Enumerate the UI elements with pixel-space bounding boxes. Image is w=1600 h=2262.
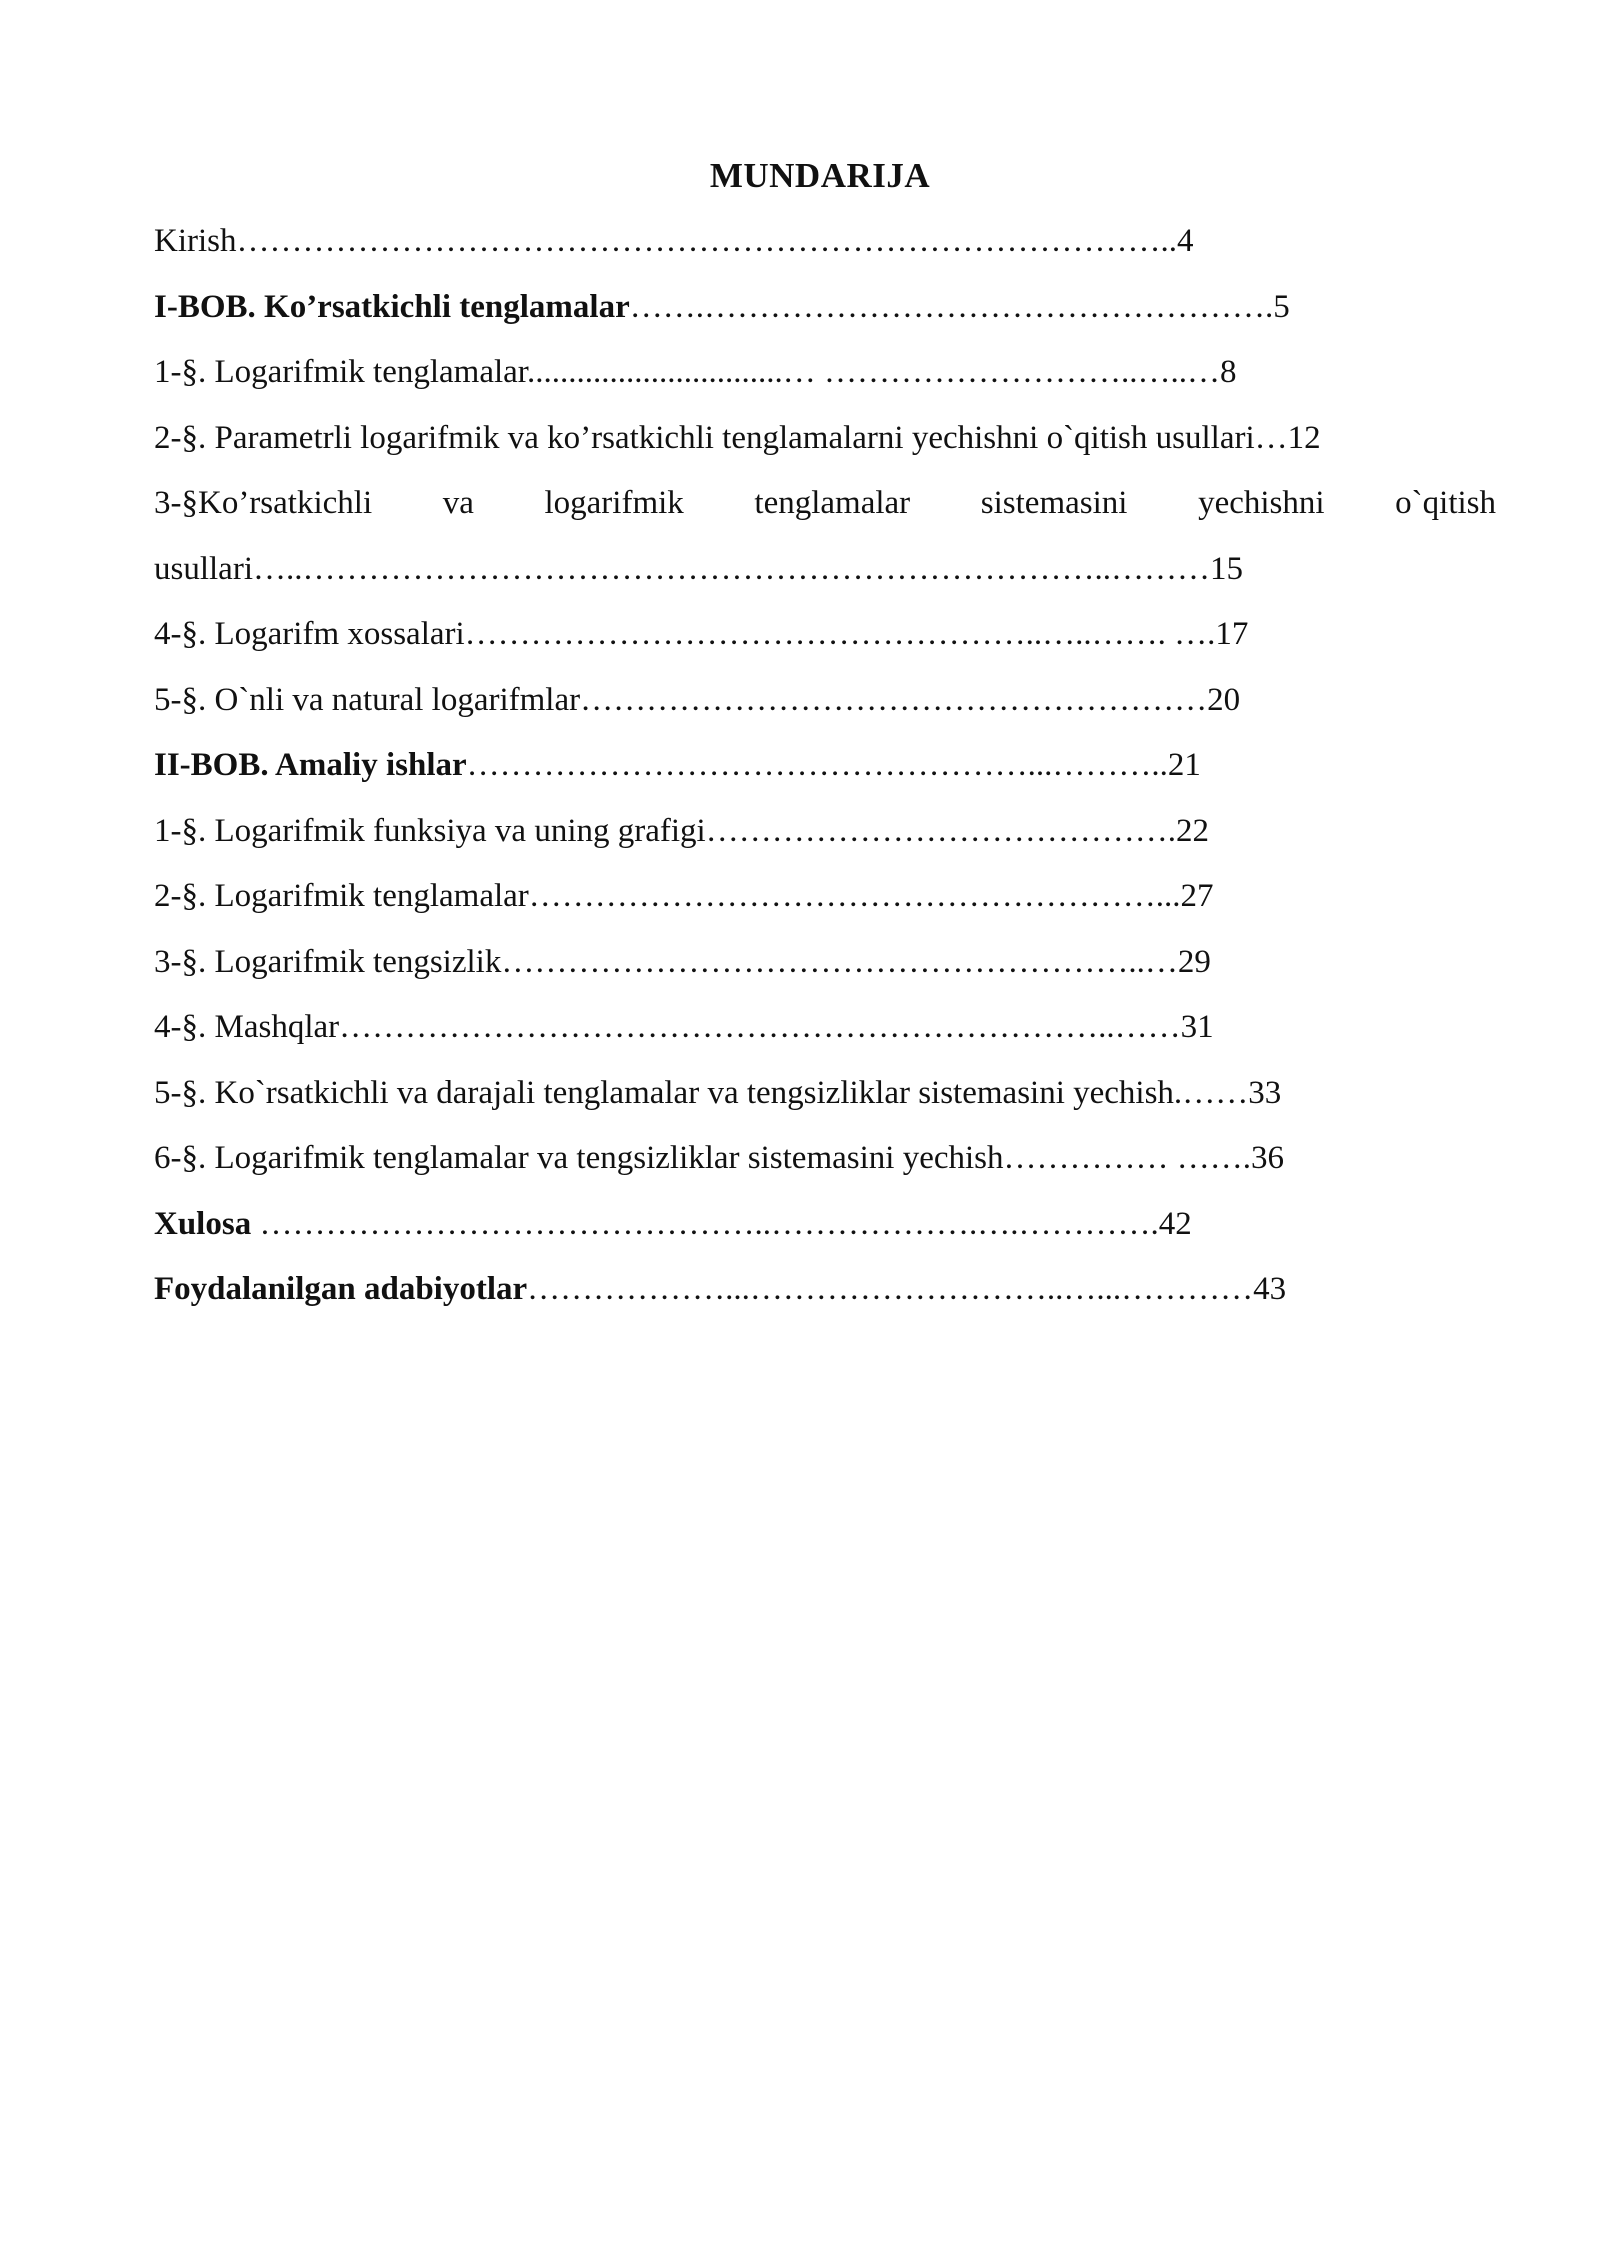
toc-page-number: 12 (1287, 419, 1321, 456)
toc-entry-label: Kirish (154, 223, 237, 259)
toc-word: sistemasini (980, 485, 1128, 521)
toc-leader: …..………………………………………………………………..……… (252, 550, 1210, 587)
toc-word: logarifmik (544, 485, 684, 521)
toc-entry-xulosa (154, 1196, 1496, 1262)
toc-entry-2-4 (154, 999, 1496, 1065)
toc-entry-references (154, 1261, 1496, 1327)
toc-chapter-label: Foydalanilgan adabiyotlar (154, 1271, 528, 1307)
toc-leader: …………………………………………………... (528, 878, 1181, 914)
toc-page-number: 17 (1215, 616, 1249, 652)
toc-page-number: 21 (1167, 747, 1201, 783)
toc-leader: …….……………………………………………. (629, 288, 1274, 325)
toc-page-number: 33 (1248, 1074, 1282, 1111)
toc-leader: …………………………………………………..… (501, 943, 1178, 980)
toc-entry-label: 5-§. O`nli va natural logarifmlar (154, 681, 581, 718)
toc-chapter-label: I-BOB. Ko’rsatkichli tenglamalar (154, 288, 630, 325)
toc-leader: … (1254, 419, 1288, 456)
toc-page-number: 15 (1209, 550, 1243, 587)
toc-entry-label: 1-§. Logarifmik funksiya va uning grafigi (154, 812, 706, 849)
toc-entry-2-5 (154, 1065, 1496, 1131)
toc-entry-1-1 (154, 344, 1496, 410)
toc-entry-chapter-1 (154, 279, 1496, 345)
toc-page-number: 43 (1253, 1271, 1287, 1307)
toc-entry-1-3-line-1 (154, 475, 1496, 541)
toc-entry-2-3 (154, 934, 1496, 1000)
toc-leader: ...............................… ………………………..…..… (526, 354, 1220, 390)
toc-leader: ……………………………………………..…..……. …. (464, 616, 1216, 652)
toc-entry-1-3-line-2 (154, 541, 1496, 607)
toc-page-number: 5 (1273, 288, 1290, 325)
table-of-contents (154, 213, 1496, 1327)
toc-word: o`qitish (1395, 485, 1496, 521)
toc-word: va (442, 485, 474, 521)
toc-title: MUNDARIJA (709, 156, 931, 195)
toc-chapter-label: II-BOB. Amaliy ishlar (154, 747, 467, 783)
toc-leader: …………… ……. (1003, 1140, 1252, 1176)
toc-leader: ……………………………………………………………..…… (339, 1009, 1181, 1045)
toc-entry-2-6 (154, 1130, 1496, 1196)
toc-page-number: 29 (1177, 943, 1211, 980)
toc-entry-label: 4-§. Logarifm xossalari (154, 616, 465, 652)
toc-leader: ………………………………………..……………….….…………. (251, 1205, 1159, 1242)
toc-entry-label: 2-§. Logarifmik tenglamalar (154, 878, 529, 914)
toc-leader: ………………………………………………… (580, 681, 1208, 718)
toc-leader: …… (1182, 1074, 1249, 1111)
toc-leader: ……………………………………. (705, 812, 1176, 849)
toc-entry-label: 4-§. Mashqlar (154, 1009, 340, 1045)
toc-entry-label: 2-§. Parametrli logarifmik va ko’rsatkichli tenglamalarni yechishni o`qitish usullari (154, 419, 1255, 456)
toc-entry-label: 5-§. Ko`rsatkichli va darajali tenglamalar va tengsizliklar sistemasini yechish. (154, 1074, 1183, 1111)
toc-page-number: 27 (1180, 878, 1214, 914)
toc-entry-1-5 (154, 672, 1496, 738)
toc-chapter-label: Xulosa (154, 1205, 252, 1242)
toc-entry-2-2 (154, 868, 1496, 934)
toc-word: yechishni (1198, 485, 1325, 521)
toc-page-number: 8 (1219, 354, 1237, 390)
toc-entry-1-2 (154, 410, 1496, 476)
toc-page-number: 4 (1177, 223, 1194, 259)
toc-leader: ………………...………………………..…...………… (527, 1271, 1254, 1307)
toc-word: tenglamalar (754, 485, 911, 521)
toc-entry-kirish (154, 213, 1496, 279)
toc-leader: ……………………………………………...……….. (466, 747, 1168, 783)
toc-page-number: 42 (1158, 1205, 1192, 1242)
toc-entry-label: usullari (154, 550, 253, 587)
toc-entry-label: 3-§. Logarifmik tengsizlik (154, 943, 502, 980)
toc-page-number: 36 (1251, 1140, 1285, 1176)
toc-page-number: 31 (1180, 1009, 1214, 1045)
toc-entry-2-1 (154, 803, 1496, 869)
toc-entry-1-4 (154, 606, 1496, 672)
toc-page-number: 20 (1207, 681, 1241, 718)
toc-entry-chapter-2 (154, 737, 1496, 803)
toc-entry-label: 6-§. Logarifmik tenglamalar va tengsizliklar sistemasini yechish (154, 1140, 1004, 1176)
toc-word: 3-§Ko’rsatkichli (154, 485, 373, 521)
toc-entry-label: 1-§. Logarifmik tenglamalar (154, 354, 527, 390)
toc-leader: ………………………………………………………………………….. (236, 223, 1177, 259)
toc-page-number: 22 (1175, 812, 1209, 849)
